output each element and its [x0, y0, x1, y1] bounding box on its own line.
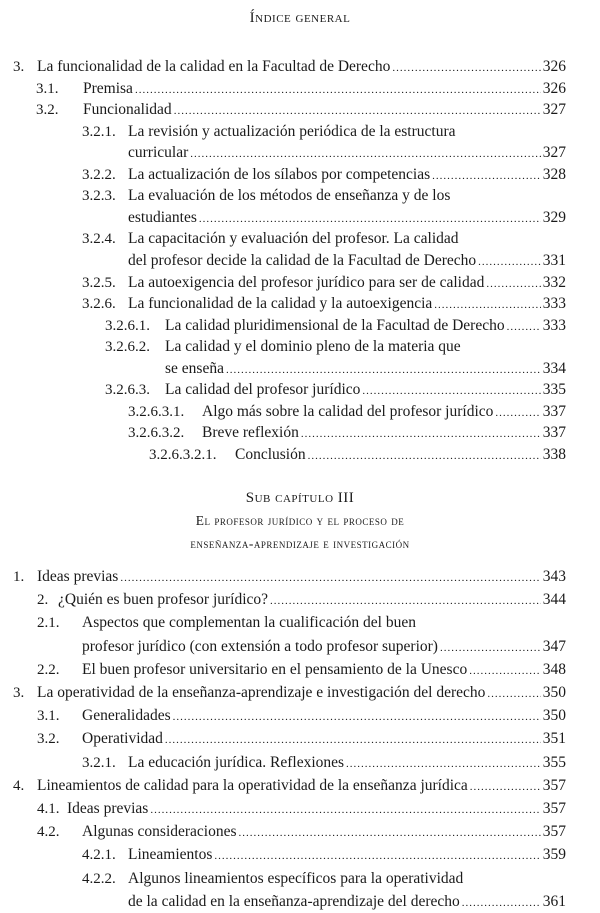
toc-entry-line[interactable] [82, 165, 566, 185]
toc-entry-title: La operatividad de la enseñanza-aprendizaje e investigación del derecho [37, 684, 486, 701]
toc-entry-title: Algunos lineamientos específicos para la operatividad [128, 869, 464, 887]
toc-entry-line[interactable] [82, 753, 566, 773]
toc-entry-title: Operatividad [82, 730, 163, 748]
toc-entry-page: 332 [542, 273, 566, 291]
toc-entry-title: Premisa [83, 79, 133, 97]
toc-entry-line[interactable] [128, 208, 566, 228]
dot-leader [226, 359, 541, 379]
toc-entry-page: 338 [542, 445, 566, 463]
toc-entry-line[interactable] [82, 294, 566, 314]
toc-entry-page: 348 [542, 660, 566, 678]
toc-entry-line[interactable] [128, 251, 566, 271]
toc-entry-line[interactable] [37, 590, 566, 610]
toc-entry-line[interactable] [82, 637, 566, 657]
toc-entry-line[interactable] [149, 445, 566, 465]
toc-entry-title: La educación jurídica. Reflexiones [128, 753, 345, 771]
toc-entry-line[interactable] [37, 822, 566, 842]
toc-entry-number: 3. [13, 685, 25, 701]
toc-entry-number: 3.2.1. [82, 754, 116, 771]
toc-entry-number: 3.2.4. [82, 231, 116, 248]
dot-leader [462, 892, 541, 912]
toc-entry-line[interactable] [105, 316, 566, 336]
dot-leader [301, 423, 541, 443]
dot-leader [486, 273, 540, 293]
toc-entry-title: curricular [128, 144, 189, 162]
toc-entry-number: 4.2.2. [82, 870, 116, 887]
toc-entry-line[interactable] [37, 799, 566, 819]
toc-entry-number: 3.2. [36, 102, 59, 119]
toc-entry-number: 4.1. [37, 801, 60, 817]
toc-entry-title: estudiantes [128, 208, 197, 226]
toc-entry-title: La calidad pluridimensional de la Facultad de Derecho [165, 316, 505, 334]
toc-entry-number: 4.2. [37, 824, 60, 841]
toc-entry-page: 326 [542, 58, 566, 75]
toc-entry-line[interactable] [13, 683, 566, 703]
toc-entry-line[interactable] [13, 57, 566, 77]
toc-entry-line[interactable] [82, 186, 566, 206]
toc-entry-line[interactable] [128, 143, 566, 163]
running-header: Índice general [249, 10, 351, 26]
toc-entry-line[interactable] [105, 380, 566, 400]
toc-entry-page: 357 [542, 776, 566, 794]
toc-entry-page: 333 [542, 316, 566, 334]
toc-entry-page: 337 [542, 424, 566, 442]
toc-entry-title: ¿Quién es buen profesor jurídico? [58, 591, 269, 609]
dot-leader [434, 294, 540, 314]
dot-leader [270, 590, 541, 610]
toc-entry-title: Aspectos que complementan la cualificación del buen [82, 614, 416, 632]
toc-entry-number: 3.2.2. [82, 166, 116, 183]
dot-leader [150, 799, 540, 819]
toc-entry-line[interactable] [128, 402, 566, 422]
toc-entry-line[interactable] [36, 100, 566, 120]
toc-entry-page: 333 [542, 295, 566, 313]
toc-entry-number: 2. [37, 592, 49, 609]
toc-entry-number: 3.2.1. [82, 123, 116, 140]
toc-entry-title: La revisión y actualización periódica de la estructura [128, 122, 456, 140]
toc-entry-number: 3.2.3. [82, 188, 116, 205]
toc-entry-number: 3.2.6.2. [105, 339, 150, 356]
toc-entry-page: 343 [542, 568, 566, 585]
dot-leader [432, 165, 541, 185]
toc-entry-line[interactable] [82, 122, 566, 142]
toc-entry-number: 3.2.5. [82, 274, 116, 291]
toc-entry-number: 2.2. [37, 661, 60, 678]
toc-entry-title: Breve reflexión [202, 424, 299, 442]
toc-entry-page: 357 [542, 800, 566, 817]
toc-entry-title: La capacitación y evaluación del profesor. La calidad [128, 230, 459, 248]
toc-entry-line[interactable] [82, 845, 566, 865]
toc-entry-page: 327 [542, 144, 566, 162]
toc-entry-page: 347 [542, 637, 566, 655]
dot-leader [239, 822, 541, 842]
toc-entry-page: 327 [542, 101, 566, 119]
toc-entry-number: 3. [13, 59, 25, 75]
toc-entry-page: 357 [542, 823, 566, 841]
toc-entry-number: 3.2.6.3. [105, 382, 150, 399]
dot-leader [135, 79, 541, 99]
toc-entry-line[interactable] [37, 729, 566, 749]
toc-entry-number: 3.2. [37, 731, 60, 748]
toc-entry-title: Algo más sobre la calidad del profesor jurídico [202, 402, 494, 420]
toc-entry-title: Lineamientos [128, 846, 213, 864]
toc-entry-number: 3.2.6. [82, 296, 116, 313]
toc-entry-page: 331 [542, 251, 566, 269]
toc-entry-title: Lineamientos de calidad para la operatividad de la enseñanza jurídica [37, 776, 468, 794]
dot-leader [440, 637, 541, 657]
dot-leader [190, 143, 541, 163]
toc-entry-number: 3.2.6.3.2.1. [149, 446, 217, 463]
toc-entry-page: 326 [542, 79, 566, 97]
toc-entry-title: La funcionalidad de la calidad y la autoexigencia [128, 295, 433, 313]
toc-entry-number: 3.1. [36, 80, 59, 97]
toc-entry-title: del profesor decide la calidad de la Facultad de Derecho [128, 251, 477, 269]
toc-entry-page: 361 [542, 892, 566, 910]
toc-entry-title: Algunas consideraciones [82, 823, 237, 841]
toc-entry-title: La actualización de los sílabos por competencias [128, 165, 431, 183]
toc-entry-page: 355 [542, 753, 566, 771]
dot-leader [174, 100, 541, 120]
dot-leader [173, 706, 541, 726]
toc-entry-number: 3.1. [37, 708, 60, 725]
toc-entry-number: 3.2.6.1. [105, 317, 150, 334]
toc-entry-number: 4. [13, 777, 25, 794]
subchapter-title-line-1: El profesor jurídico y el proceso de [195, 513, 405, 528]
toc-entry-title: Conclusión [235, 445, 306, 463]
toc-entry-number: 1. [13, 569, 25, 585]
subchapter-label: Sub capítulo III [245, 490, 355, 506]
toc-entry-line[interactable] [13, 567, 566, 587]
dot-leader [362, 380, 540, 400]
dot-leader [120, 567, 540, 587]
toc-entry-page: 337 [542, 402, 566, 420]
toc-entry-number: 3.2.6.3.2. [128, 425, 185, 442]
toc-entry-page: 328 [542, 165, 566, 183]
toc-entry-line[interactable] [128, 423, 566, 443]
toc-entry-page: 351 [542, 730, 566, 748]
toc-entry-number: 3.2.6.3.1. [128, 403, 185, 420]
dot-leader [199, 208, 541, 228]
dot-leader [478, 251, 541, 271]
toc-entry-title: Funcionalidad [83, 101, 172, 119]
dot-leader [214, 845, 540, 865]
dot-leader [487, 683, 540, 703]
toc-entry-title: El buen profesor universitario en el pensamiento de la Unesco [82, 660, 468, 678]
dot-leader [507, 316, 541, 336]
toc-entry-title: La calidad del profesor jurídico [165, 381, 361, 399]
toc-entry-number: 4.2.1. [82, 847, 116, 864]
toc-entry-page: 344 [542, 591, 566, 609]
toc-entry-title: La funcionalidad de la calidad en la Facultad de Derecho [37, 58, 391, 75]
toc-entry-line[interactable] [82, 229, 566, 249]
toc-entry-title: se enseña [165, 359, 224, 377]
toc-entry-title: Generalidades [82, 707, 171, 725]
toc-entry-page: 350 [542, 684, 566, 701]
toc-entry-title: Ideas previas [37, 568, 119, 585]
toc-entry-line[interactable] [105, 337, 566, 357]
toc-entry-title: La evaluación de los métodos de enseñanza y de los [128, 187, 451, 205]
toc-entry-number: 2.1. [37, 615, 60, 632]
toc-entry-line[interactable] [37, 706, 566, 726]
toc-entry-page: 359 [542, 846, 566, 864]
toc-entry-title: profesor jurídico (con extensión a todo profesor superior) [82, 637, 438, 655]
toc-entry-line[interactable] [82, 869, 566, 889]
toc-entry-line[interactable] [37, 613, 566, 633]
subchapter-title-line-2: enseñanza-aprendizaje e investigación [190, 536, 410, 551]
dot-leader [165, 729, 541, 749]
toc-entry-page: 350 [542, 707, 566, 725]
toc-entry-line[interactable] [82, 273, 566, 293]
dot-leader [346, 753, 541, 773]
toc-entry-line[interactable] [36, 79, 566, 99]
toc-entry-title: La autoexigencia del profesor jurídico para ser de calidad [128, 273, 485, 291]
toc-entry-line[interactable] [13, 776, 566, 796]
toc-entry-title: La calidad y el dominio pleno de la materia que [165, 338, 461, 356]
toc-entry-title: de la calidad en la enseñanza-aprendizaje del derecho [128, 892, 460, 910]
dot-leader [470, 776, 541, 796]
toc-entry-line[interactable] [37, 660, 566, 680]
toc-entry-page: 335 [542, 381, 566, 399]
dot-leader [495, 402, 540, 422]
dot-leader [392, 57, 540, 77]
dot-leader [469, 660, 541, 680]
toc-entry-title: Ideas previas [67, 800, 149, 817]
toc-entry-page: 329 [542, 208, 566, 226]
toc-entry-page: 334 [542, 359, 566, 377]
toc-entry-line[interactable] [165, 359, 566, 379]
dot-leader [308, 445, 541, 465]
toc-entry-line[interactable] [128, 892, 566, 912]
